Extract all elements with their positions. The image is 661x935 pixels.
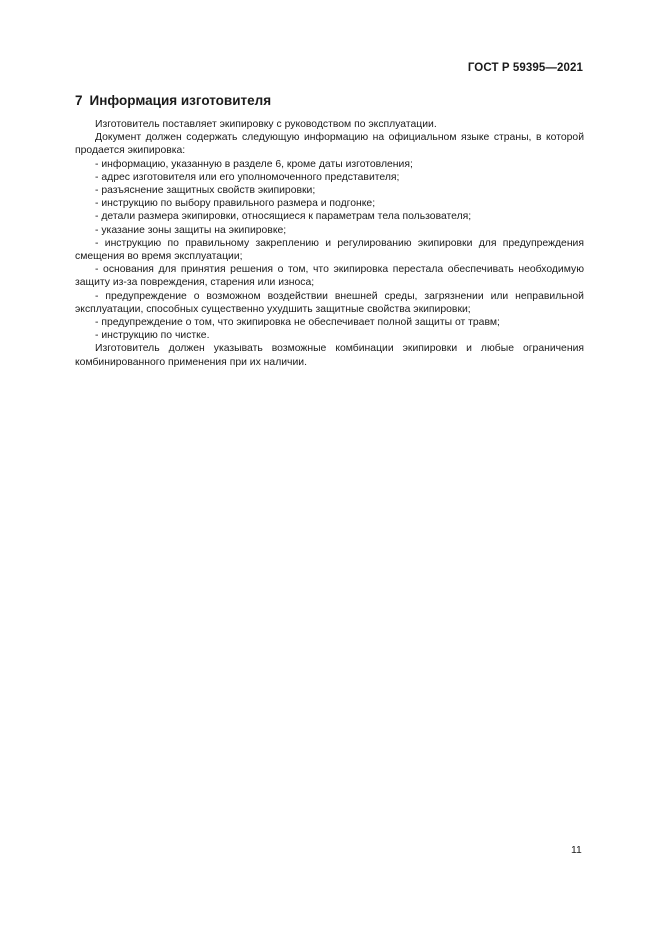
section-title: Информация изготовителя bbox=[89, 93, 272, 108]
paragraph: Документ должен содержать следующую информацию на официальном языке страны, в которой продается экипировка: bbox=[75, 132, 584, 157]
list-item: - предупреждение о возможном воздействии внешней среды, загрязнении или неправильной эксплуатации, способных существенно ухудшить защитные свойства экипировки; bbox=[75, 290, 584, 315]
list-item: - инструкцию по правильному закреплению и регулированию экипировки для предупреждения смещения во время эксплуатации; bbox=[75, 237, 584, 263]
list-item: - инструкцию по выбору правильного размера и подгонке; bbox=[95, 198, 376, 210]
list-item: - основания для принятия решения о том, что экипировка перестала обеспечивать необходимую защиту из-за повреждения, старения или износа; bbox=[75, 264, 584, 289]
page-number: 11 bbox=[571, 845, 582, 856]
list-item: - адрес изготовителя или его уполномоченного представителя; bbox=[95, 171, 400, 183]
list-item: - инструкцию по чистке. bbox=[95, 330, 210, 342]
list-item: - детали размера экипировки, относящиеся к параметрам тела пользователя; bbox=[95, 211, 472, 223]
paragraph: Изготовитель поставляет экипировку с руководством по эксплуатации. bbox=[95, 119, 437, 130]
list-item: - разъяснение защитных свойств экипировки; bbox=[95, 185, 316, 197]
document-content bbox=[75, 92, 584, 369]
list-item: - предупреждение о том, что экипировка не обеспечивает полной защиты от травм; bbox=[95, 317, 500, 329]
paragraph: Изготовитель должен указывать возможные комбинации экипировки и любые ограничения комбинированного применения при их наличии. bbox=[75, 343, 584, 368]
section-body bbox=[75, 118, 584, 369]
list-item: - информацию, указанную в разделе 6, кроме даты изготовления; bbox=[95, 158, 413, 170]
list-item: - указание зоны защиты на экипировке; bbox=[95, 224, 287, 236]
section-heading bbox=[75, 92, 584, 110]
document-header: ГОСТ Р 59395—2021 bbox=[467, 62, 583, 74]
section-number: 7 bbox=[75, 93, 83, 108]
